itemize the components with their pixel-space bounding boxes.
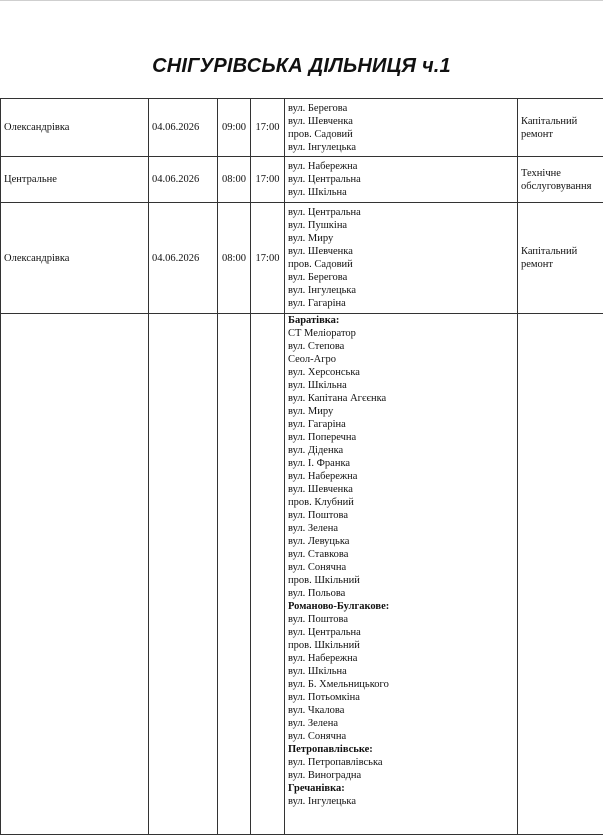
village-cell: Олександрівка [1, 99, 149, 157]
start-time-cell: 08:00 [218, 157, 251, 203]
end-time-cell: 17:00 [251, 203, 285, 314]
settlement-heading: Романово-Булгакове: [288, 600, 514, 613]
streets-cell [285, 314, 518, 835]
street-item: пров. Шкільний [288, 574, 514, 587]
start-time-cell-empty [218, 314, 251, 835]
street-item: пров. Клубний [288, 496, 514, 509]
street-item: вул. Центральна [288, 626, 514, 639]
table-row [1, 157, 603, 203]
village-cell: Олександрівка [1, 203, 149, 314]
reason-cell-empty [518, 314, 603, 835]
village-cell-empty [1, 314, 149, 835]
reason-cell [518, 157, 603, 203]
street-item: СТ Меліоратор [288, 327, 514, 340]
street-item: вул. Діденка [288, 444, 514, 457]
street-item: вул. Поштова [288, 613, 514, 626]
page-top-border [0, 0, 603, 1]
street-item: вул. Виноградна [288, 769, 514, 782]
streets-cell [285, 99, 518, 157]
reason-line: Капітальний [521, 115, 601, 128]
street-item: вул. Капітана Агєєнка [288, 392, 514, 405]
reason-cell [518, 99, 603, 157]
settlement-heading: Гречанівка: [288, 782, 514, 795]
street-item: вул. Сонячна [288, 561, 514, 574]
date-cell-empty [149, 314, 218, 835]
street-item: вул. Поштова [288, 509, 514, 522]
street-item: вул. Інгулецька [288, 284, 514, 297]
reason-line: ремонт [521, 128, 601, 141]
street-item: вул. Шевченка [288, 115, 514, 128]
street-item: пров. Садовий [288, 258, 514, 271]
table-row [1, 314, 603, 835]
street-item: вул. Херсонська [288, 366, 514, 379]
street-item: вул. Зелена [288, 522, 514, 535]
street-item: вул. Берегова [288, 271, 514, 284]
page-title: СНІГУРІВСЬКА ДІЛЬНИЦЯ ч.1 [0, 55, 603, 78]
street-item: вул. Сонячна [288, 730, 514, 743]
date-cell: 04.06.2026 [149, 203, 218, 314]
street-item: вул. Гагаріна [288, 297, 514, 310]
street-item: вул. Пушкіна [288, 219, 514, 232]
reason-cell [518, 203, 603, 314]
settlement-heading: Петропавлівське: [288, 743, 514, 756]
street-item: вул. І. Франка [288, 457, 514, 470]
start-time-cell: 09:00 [218, 99, 251, 157]
street-item: вул. Зелена [288, 717, 514, 730]
reason-line: Технічне [521, 167, 601, 180]
street-item: вул. Центральна [288, 206, 514, 219]
street-item: вул. Інгулецька [288, 795, 514, 808]
date-cell: 04.06.2026 [149, 157, 218, 203]
street-item: вул. Набережна [288, 160, 514, 173]
street-item: пров. Шкільний [288, 639, 514, 652]
street-item: вул. Поперечна [288, 431, 514, 444]
street-item: вул. Шкільна [288, 665, 514, 678]
street-item: вул. Б. Хмельницького [288, 678, 514, 691]
reason-line: Капітальний [521, 245, 601, 258]
street-item: вул. Степова [288, 340, 514, 353]
street-item: вул. Петропавлівська [288, 756, 514, 769]
street-item: вул. Шкільна [288, 379, 514, 392]
reason-line: ремонт [521, 258, 601, 271]
end-time-cell: 17:00 [251, 99, 285, 157]
street-item: пров. Садовий [288, 128, 514, 141]
end-time-cell: 17:00 [251, 157, 285, 203]
street-item: вул. Левуцька [288, 535, 514, 548]
street-item: вул. Гагаріна [288, 418, 514, 431]
street-item: вул. Набережна [288, 470, 514, 483]
end-time-cell-empty [251, 314, 285, 835]
street-item: вул. Набережна [288, 652, 514, 665]
street-item: вул. Берегова [288, 102, 514, 115]
reason-line: обслуговування [521, 180, 601, 193]
settlement-heading: Баратівка: [288, 314, 514, 327]
village-cell: Центральне [1, 157, 149, 203]
street-item: вул. Миру [288, 405, 514, 418]
outage-schedule-table [0, 98, 603, 835]
date-cell: 04.06.2026 [149, 99, 218, 157]
street-item: вул. Миру [288, 232, 514, 245]
street-item: вул. Чкалова [288, 704, 514, 717]
street-item: вул. Центральна [288, 173, 514, 186]
street-item: вул. Шевченка [288, 245, 514, 258]
start-time-cell: 08:00 [218, 203, 251, 314]
streets-cell [285, 157, 518, 203]
street-item: вул. Шевченка [288, 483, 514, 496]
streets-cell [285, 203, 518, 314]
table-row [1, 99, 603, 157]
street-item: вул. Інгулецька [288, 141, 514, 154]
street-item: Сеол-Агро [288, 353, 514, 366]
table-row [1, 203, 603, 314]
street-item: вул. Польова [288, 587, 514, 600]
street-item: вул. Ставкова [288, 548, 514, 561]
street-item: вул. Потьомкіна [288, 691, 514, 704]
street-item: вул. Шкільна [288, 186, 514, 199]
